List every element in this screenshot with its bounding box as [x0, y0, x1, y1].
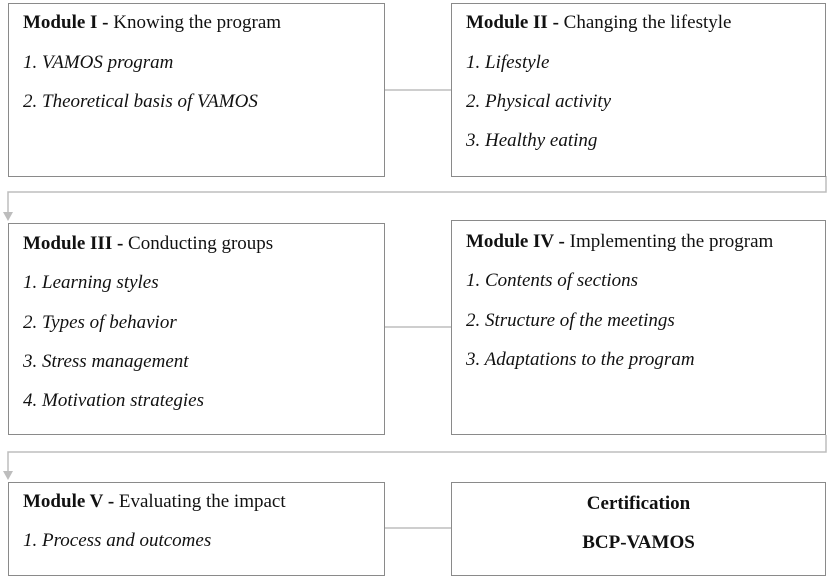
certification-box: [451, 482, 826, 576]
module-1-box: [8, 3, 385, 177]
module-2-name: Changing the lifestyle: [563, 12, 732, 33]
module-3-box: [8, 223, 385, 435]
module-3-item: 2. Types of behavior: [23, 312, 177, 333]
module-4-item: 3. Adaptations to the program: [466, 349, 695, 370]
module-3-title: [23, 233, 273, 255]
module-5-name: Evaluating the impact: [118, 491, 286, 512]
module-2-item: 2. Physical activity: [466, 91, 612, 112]
module-4-item: 1. Contents of sections: [466, 270, 639, 291]
module-1-item: 1. VAMOS program: [23, 52, 174, 73]
module-3-item: 4. Motivation strategies: [23, 390, 205, 411]
module-2-item: 3. Healthy eating: [466, 130, 598, 151]
certification-label: Certification: [586, 493, 691, 514]
arrowhead-row2: [3, 212, 13, 221]
module-5-box: [8, 482, 385, 576]
module-3-name: Conducting groups: [128, 233, 274, 254]
module-2-item: 1. Lifestyle: [466, 52, 550, 73]
arrowhead-row3: [3, 471, 13, 480]
module-3-item: 3. Stress management: [23, 351, 189, 372]
module-2-heading: Module II -: [466, 12, 559, 33]
module-5-heading: Module V -: [23, 491, 115, 512]
certification-name: BCP-VAMOS: [582, 532, 695, 553]
module-4-title: [466, 231, 773, 253]
module-3-item: 1. Learning styles: [23, 272, 159, 293]
module-5-item: 1. Process and outcomes: [23, 530, 212, 551]
module-3-heading: Module III -: [23, 233, 124, 254]
module-4-name: Implementing the program: [569, 231, 774, 252]
module-2-title: [466, 12, 731, 34]
module-4-box: [451, 220, 826, 435]
module-4-item: 2. Structure of the meetings: [466, 310, 675, 331]
module-4-heading: Module IV -: [466, 231, 565, 252]
module-1-name: Knowing the program: [113, 12, 282, 33]
module-1-item: 2. Theoretical basis of VAMOS: [23, 91, 258, 112]
connector-row1-row2: [8, 176, 826, 213]
module-1-heading: Module I -: [23, 12, 109, 33]
module-2-box: [451, 3, 826, 177]
connector-row2-row3: [8, 435, 826, 472]
module-1-title: [23, 12, 281, 34]
module-5-title: [23, 491, 286, 513]
